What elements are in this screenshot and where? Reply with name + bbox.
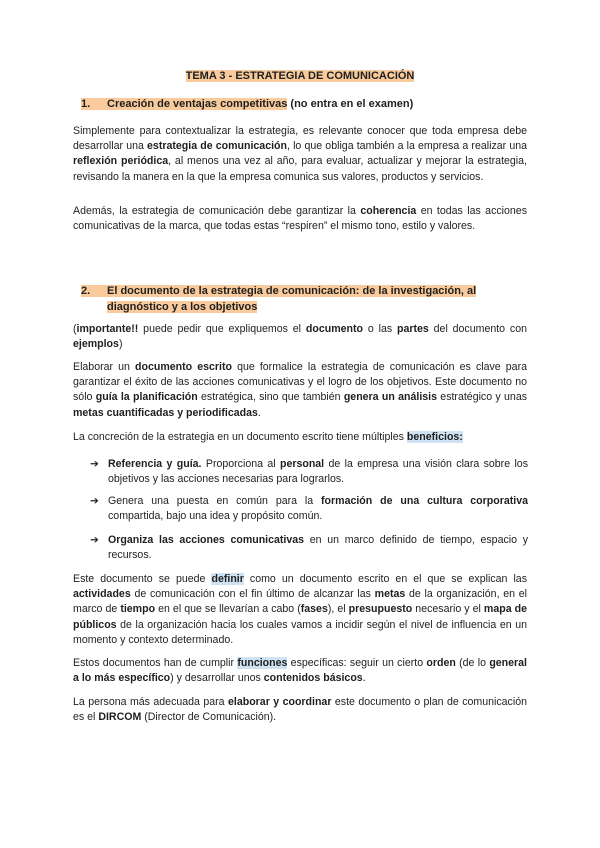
section-1-paragraph-2: Además, la estrategia de comunicación debe garantizar la coherencia en todas las acciones comunicativas de la marca, que todas estas “respiren” el mismo tono, estilo y valores.: [73, 205, 527, 233]
section-1-paragraph-1: Simplemente para contextualizar la estrategia, es relevante conocer que toda empresa debe desarrollar una estrategia de comunicación, lo que obliga también a la empresa a realizar una reflexión periódica, al menos una vez al año, para evaluar, actualizar y mejorar la estrategia, revisando la manera en la que la empresa comunica sus valores, productos y servicios.: [73, 125, 527, 183]
section-2-heading: [81, 283, 527, 315]
keyword-definir: definir: [211, 573, 244, 585]
section-1-heading: [81, 96, 413, 112]
bullet-item-1: ➔ Referencia y guía. Proporciona al personal de la empresa una visión clara sobre los objetivos y las acciones necesarias para lograrlos.: [90, 458, 528, 486]
arrow-icon: ➔: [90, 495, 99, 507]
bullet-item-2: ➔ Genera una puesta en común para la formación de una cultura corporativa compartida, bajo una idea y propósito común.: [90, 495, 528, 523]
section-2-title-line-2: diagnóstico y a los objetivos: [107, 301, 258, 313]
section-2-number: 2.: [81, 285, 91, 297]
document-title-text: TEMA 3 - ESTRATEGIA DE COMUNICACIÓN: [185, 70, 415, 82]
section-2-title-line-1: El documento de la estrategia de comunicación: de la investigación, al: [107, 285, 477, 297]
section-2-paragraph-6: La persona más adecuada para elaborar y coordinar este documento o plan de comunicación es el DIRCOM (Director de Comunicación).: [73, 696, 527, 724]
keyword-funciones: funciones: [237, 657, 288, 669]
section-2-paragraph-4: Este documento se puede definir como un documento escrito en el que se explican las actividades de comunicación con el fin último de alcanzar las metas de la organización, en el marco de tiempo en el que se llevarían a cabo (fases), el presupuesto necesario y el mapa de públicos de la organización hacia los cuales vamos a incidir según el nivel de influencia en un momento y contexto determinado.: [73, 573, 528, 646]
section-1-note: (no entra en el examen): [287, 98, 414, 110]
bullet-item-3: ➔ Organiza las acciones comunicativas en un marco definido de tiempo, espacio y recursos.: [90, 534, 528, 562]
section-2-paragraph-3: La concreción de la estrategia en un documento escrito tiene múltiples beneficios:: [73, 431, 463, 443]
keyword-beneficios: beneficios:: [406, 431, 463, 443]
document-title: [0, 70, 600, 82]
section-2-paragraph-1: (importante!! puede pedir que expliquemos el documento o las partes del documento con ejemplos): [73, 323, 528, 351]
section-1-number: 1.: [81, 98, 91, 110]
section-2-paragraph-5: Estos documentos han de cumplir funciones específicas: seguir un cierto orden (de lo general a lo más específico) y desarrollar unos contenidos básicos.: [73, 657, 527, 685]
section-2-paragraph-2: Elaborar un documento escrito que formalice la estrategia de comunicación es clave para garantizar el éxito de las acciones comunicativas y el logro de los objetivos. Este documento no sólo guía la planificación estratégica, sino que también genera un análisis estratégico y unas metas cuantificadas y periodificadas.: [73, 361, 528, 419]
arrow-icon: ➔: [90, 458, 99, 470]
section-1-title: Creación de ventajas competitivas: [107, 98, 288, 110]
arrow-icon: ➔: [90, 534, 99, 546]
